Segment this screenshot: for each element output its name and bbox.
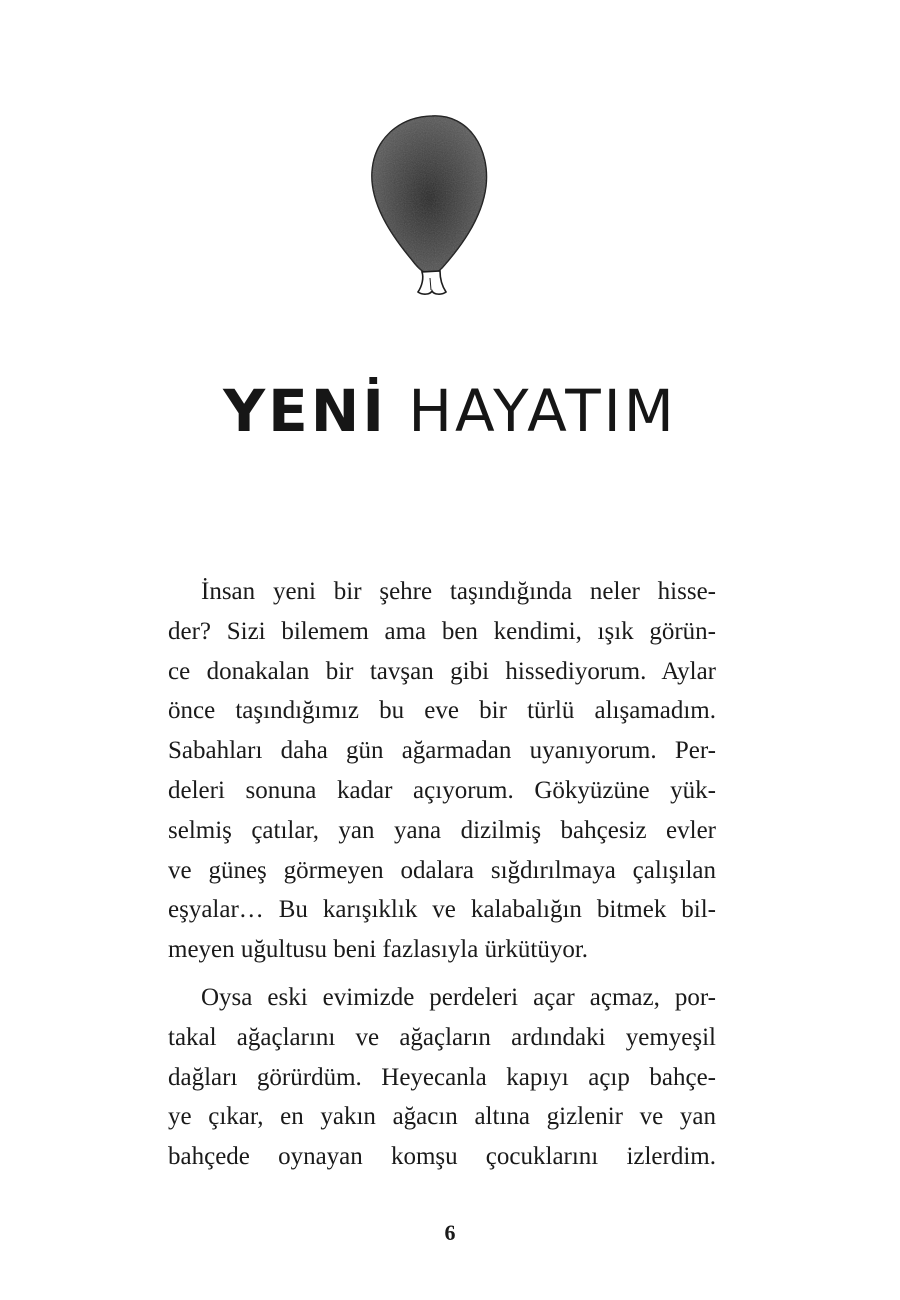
paragraph-2 <box>168 978 716 1177</box>
text-line: ve güneş görmeyen odalara sığdırılmaya çalışılan <box>168 856 716 884</box>
chapter-title-part2: HAYATIM <box>408 377 677 445</box>
text-line: ce donakalan bir tavşan gibi hissediyorum. Aylar <box>168 657 716 685</box>
text-line: Sabahları daha gün ağarmadan uyanıyorum. Per- <box>168 737 716 765</box>
text-line: meyen uğultusu beni fazlasıyla ürkütüyor. <box>168 936 589 964</box>
balloon-icon <box>360 108 500 303</box>
text-line: dağları görürdüm. Heyecanla kapıyı açıp bahçe- <box>168 1063 716 1091</box>
chapter-title-part1: YENİ <box>223 377 387 445</box>
text-line: takal ağaçlarını ve ağaçların ardındaki yemyeşil <box>168 1023 716 1051</box>
text-line: bahçede oynayan komşu çocuklarını izlerdim. <box>168 1143 716 1171</box>
page-number: 6 <box>444 1220 456 1245</box>
text-line: ye çıkar, en yakın ağacın altına gizlenir ve yan <box>168 1103 716 1131</box>
text-line: önce taşındığımız bu eve bir türlü alışamadım. <box>168 697 716 725</box>
text-line: İnsan yeni bir şehre taşındığında neler hisse- <box>201 578 716 605</box>
text-line: deleri sonuna kadar açıyorum. Gökyüzüne yük- <box>168 776 716 804</box>
text-line: Oysa eski evimizde perdeleri açar açmaz, por- <box>201 983 716 1011</box>
paragraph-1 <box>168 572 716 970</box>
chapter-title <box>0 377 900 445</box>
body-text <box>168 572 716 1177</box>
text-line: der? Sizi bilemem ama ben kendimi, ışık görün- <box>168 617 716 645</box>
text-line: eşyalar… Bu karışıklık ve kalabalığın bitmek bil- <box>168 896 716 924</box>
text-line: selmiş çatılar, yan yana dizilmiş bahçesiz evler <box>168 816 716 844</box>
